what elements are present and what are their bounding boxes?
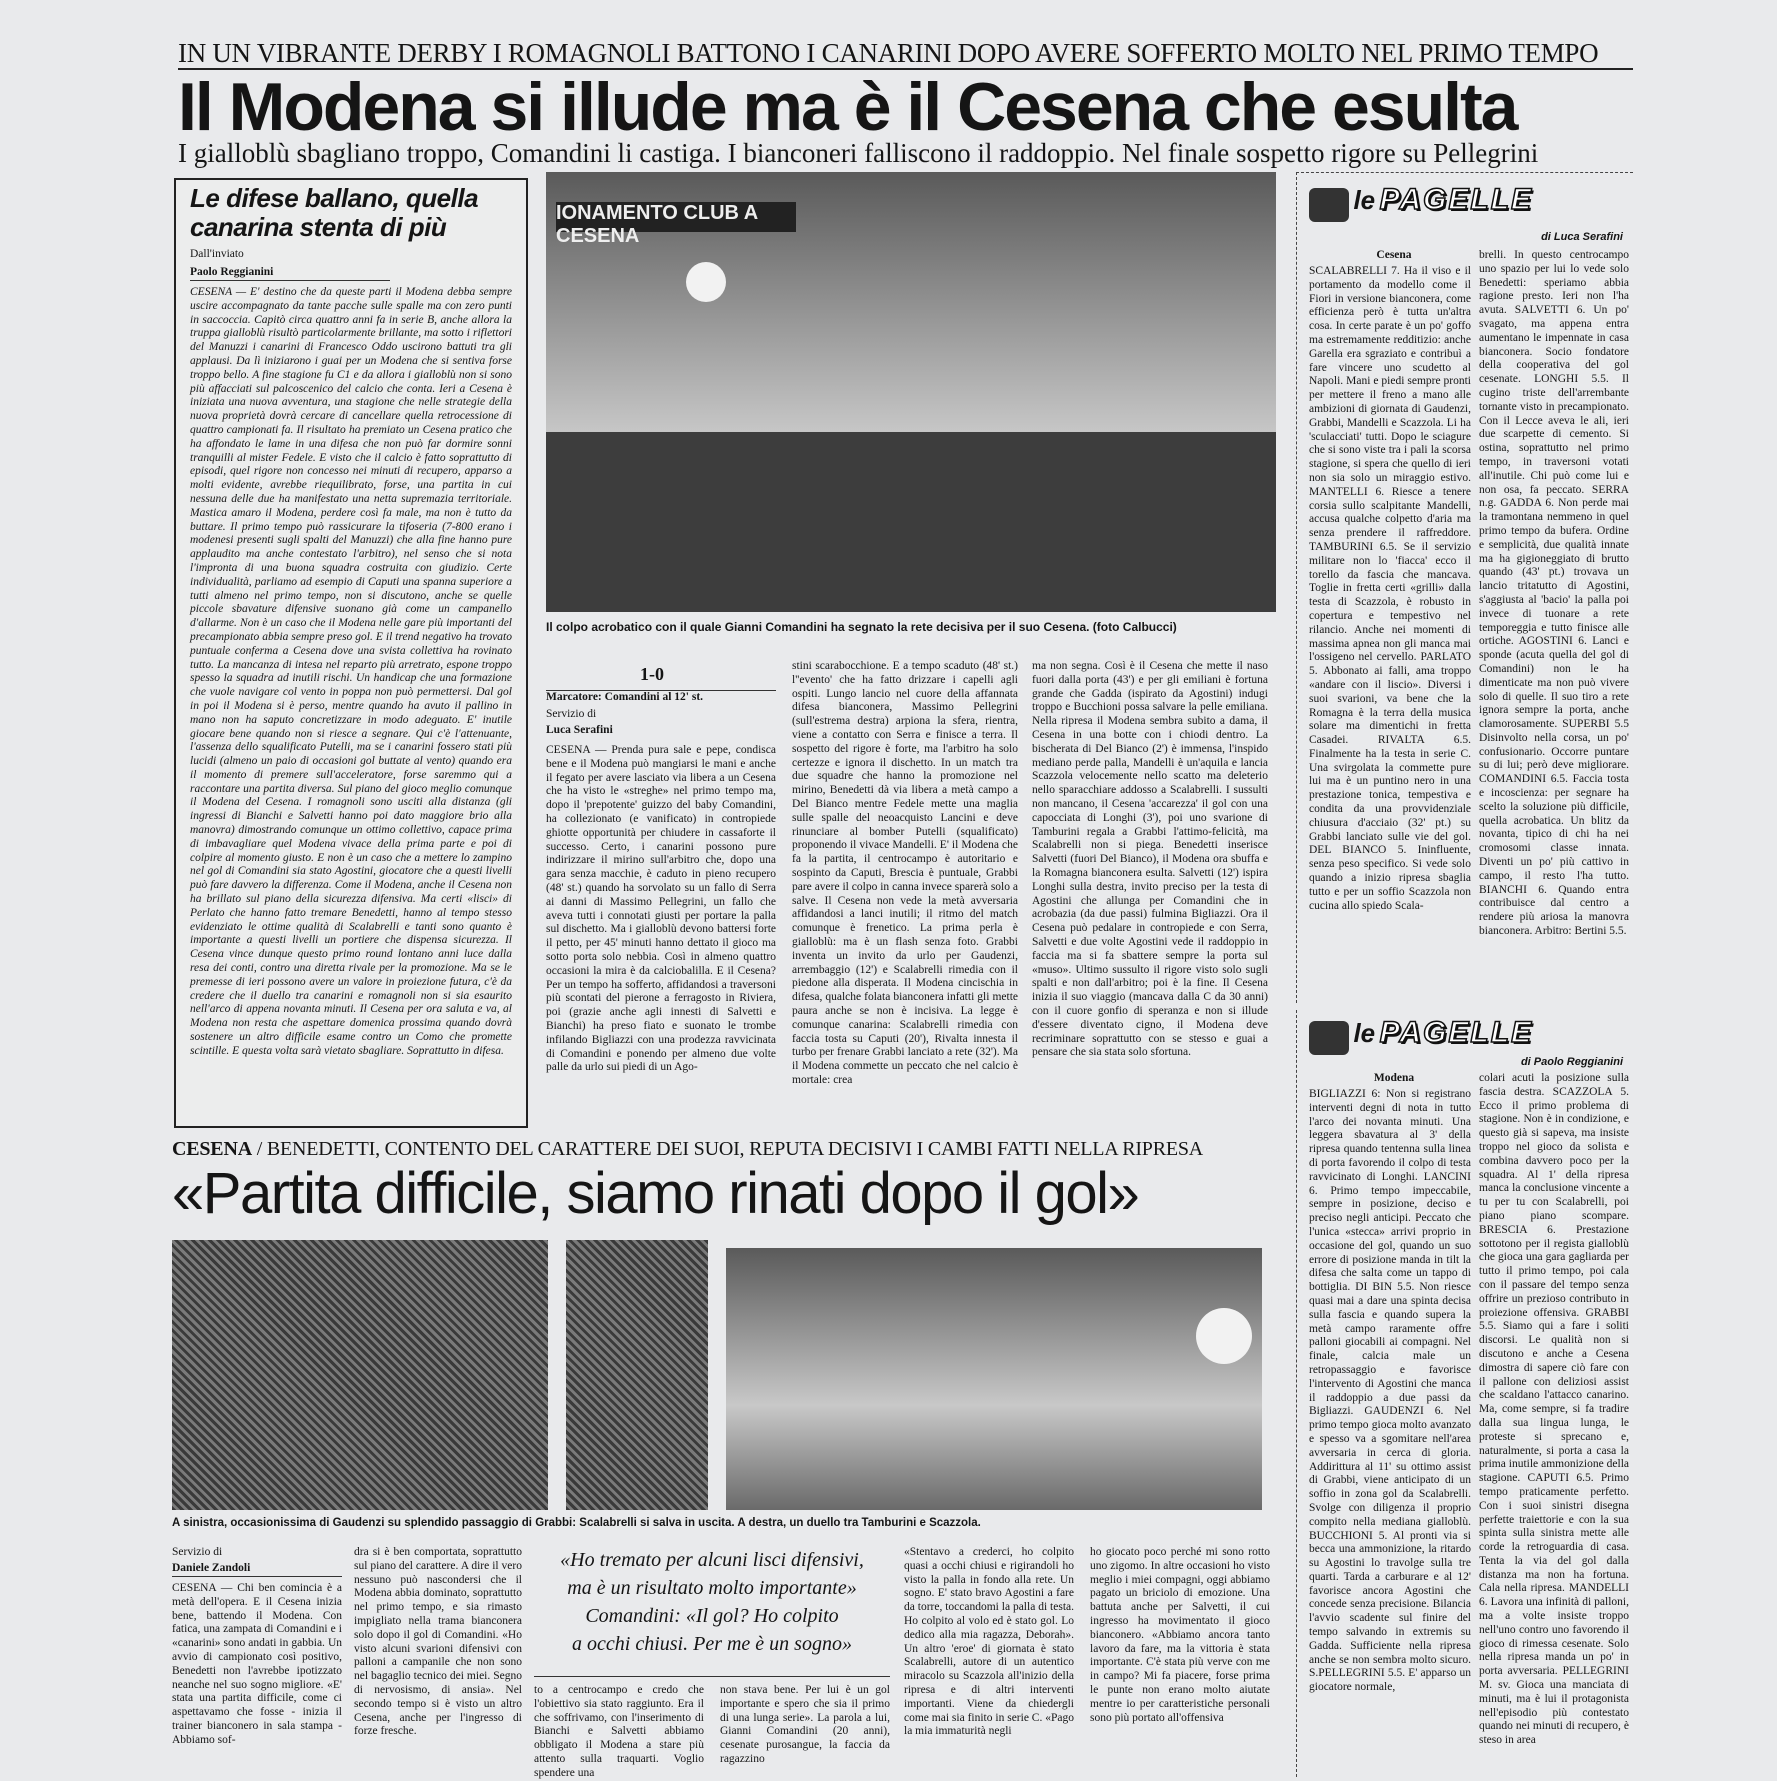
pagelle-le-2: le: [1353, 1018, 1376, 1048]
interview-col-4: «Stentavo a crederci, ho colpito quasi a occhi chiusi e rigirandoli ho visto la palla in fondo alla rete. Un sogno. E' stato bravo Agostini a fare da torre, toccandomi la palla di testa. Ho colpito al volo ed è stato gol. Lo dedico alla mia ragazza, Deborah». Un altro 'eroe' di giornata è stato Scalabrelli, autore di un autentico miracolo su Scazzola all'inizio della ripresa e di altri interventi importanti. Viene da chiedergli come mai sia finito in serie C. «Pago la mia immaturità negli: [904, 1546, 1074, 1738]
sidebar-box: [174, 178, 528, 1128]
interview-author: Daniele Zandoli: [172, 1562, 342, 1577]
match-author: Luca Serafini: [546, 724, 613, 736]
interview-col-3a: to a centrocampo e credo che l'obiettivo sia stato raggiunto. Era il che soffrivamo, con l'inserimento di Bianchi e Salvetti abbiamo obbligato il Modena a stare più attento sulla traquarti. Voglio spendere una: [534, 1684, 704, 1779]
pagelle-team-2: Modena: [1373, 1072, 1415, 1084]
interview-photo-right: [726, 1248, 1262, 1510]
interview-kicker-team: CESENA: [172, 1138, 252, 1160]
pagelle-col-2a: BIGLIAZZI 6: Non si registrano interventi degni di nota in tutto l'arco dei novanta minuti. Una leggera sbavatura al 3' della ripresa quando tentenna sulla linea di porta favorendo il colpo di testa ravvicinato di Longhi. LANCINI 6. Primo tempo impeccabile, sempre in posizione, deciso e preciso negli anticipi. Peccato che l'unica «stecca» arrivi proprio in occasione del gol, quando un suo errore di posizione manda in tilt la difesa che salta come un tappo di bottiglia. DI BIN 5.5. Non riesce quasi mai a dare una spinta decisa sulla fascia e quando supera la metà campo raramente offre palloni giocabili ai compagni. Nel finale, calcia male un retropassaggio e favorisce l'intervento di Agostini che manca il raddoppio a due passi da Bigliazzi. GAUDENZI 6. Nel primo tempo gioca molto avanzato e spesso va a sgomitare nell'area avversaria in cerca di gloria. Addirittura al 11' su ottimo assist di Grabbi, viene anticipato di un soffio in zona gol da Scalabrelli. Svolge con diligenza il proprio compito nella mediana gialloblù. BUCCHIONI 5. Al pronti via si becca una ammonizione, la ritardo su Agostini lo travolge sulla tre quarti. Tarda a carburare e al 12' favorisce ancora Agostini che concede senza precisione. Bilancia l'avvio scadente sul finire del tempo salvando in extremis su Gadda. Sufficiente nella ripresa anche se non sembra molto sicuro. S.PELLEGRINI 5.5. E' apparso un giocatore normale,: [1309, 1088, 1471, 1694]
interview-col-5: ho giocato poco perché mi sono rotto uno zigomo. In altre occasioni ho visto meglio i miei compagni, oggi abbiamo pagato un briciolo di emozione. Una battuta anche per Salvetti, il cui ingresso ha movimentato il gioco bianconero. «Abbiamo ancora tanto lavoro da fare, ma la vittoria è stata importante. C'è stata più verve con me in campo? Mi fa piacere, forse prima le punte non erano molto aiutate mentre io per caratteristiche personali sono più portato all'offensiva: [1090, 1546, 1270, 1724]
ball-graphic-2: [1196, 1308, 1252, 1364]
pagelle-team-1: Cesena: [1376, 249, 1412, 261]
sidebar-author: Paolo Reggianini: [190, 266, 390, 281]
sidebar-body: CESENA — E' destino che da queste parti il Modena debba sempre uscire accompagnato da tante pacche sulle spalle ma con zero punti in saccoccia. Capitò circa quattro anni fa in serie B, anche allora la truppa gialloblù risultò particolarmente brillante, ma sotto i riflettori del Manuzzi i canarini di Francesco Oddo uscirono battuti tra gli applausi. Da lì iniziarono i guai per un Modena che si sentiva forse troppo bello. A fine stagione fu C1 e da allora i gialloblù non si sono più affacciati sul palcoscenico del calcio che conta. Ieri a Cesena è iniziata una nuova avventura, una stagione che nelle strategie della nuova proprietà dovrà cercare di cancellare quella retrocessione di quattro campionati fa. Il risultato ha premiato un Cesena pratico che ha affondato le lame in una difesa che non può far dormire sonni tranquilli al mister Fedele. E visto che il calcio è fatto soprattutto di episodi, quel rigore non concesso nei minuti di recupero, apparso a molti evidente, avrebbe riequilibrato, forse, una partita in cui nessuna delle due ha manifestato una netta supremazia territoriale. Mastica amaro il Modena, perdere così fa male, ma non è tutto da buttare. Il primo tempo può rassicurare la tifoseria (7-800 erano i modenesi presenti sugli spalti del Manuzzi) che alla fine hanno pure applaudito ma anche contestato l'arbitro), nel senso che si nota l'impronta di una buona squadra costruita con giudizio. Certe individualità, parliamo ad esempio di Caputi una spanna superiore a tutti almeno nel primo tempo, non si discutono, anche se quelle piccole sbavature difensive suonano già come un campanello d'allarme. Non è un caso che il Modena nelle gare più importanti del precampionato abbia sempre preso gol. E il trend negativo ha trovato puntuale conferma a Cesena dove una svista collettiva ha rovinato tutto. La mancanza di intesa nel reparto più arretrato, espone troppo spesso la squadra ad inutili rischi. Un handicap che una formazione che vuole navigare col vento in poppa non può permettersi. Dal gol in poi il Modena si è perso, mentre quando ha avuto il pallino in mano non ha saputo concretizzare in modo adeguato. E' inutile giocare bene quando non si riesce a segnare. Qui c'è l'attenuante, l'assenza dello squalificato Putelli, ma se i canarini fossero stati più lucidi (almeno un paio di occasioni gol buttate al vento) quando era il momento di premere sull'acceleratore, forse saremmo qui a raccontare una partita diversa. Sul piano del gioco meglio comunque il Modena del Cesena. I romagnoli sono usciti alla distanza (gli ingressi di Bianchi e Salvetti hanno poi dato maggiore brio alla manovra) dimostrando comunque un ottimo collettivo, capace prima di imbavagliare quel Modena vivace della prima parte e poi di colpire al momento giusto. E non è un caso che a mettere lo zampino nel gol di Comandini sia stato Agostini, giocatore che a questi livelli può fare davvero la differenza. Come il Modena, anche il Cesena non ha brillato sul piano della sicurezza difensiva. Ma certi «lisci» di Perlato che hanno fatto tremare Benedetti, hanno al tempo stesso evidenziato le ottime qualità di Scalabrelli e tanti sono quanto è importante a questi livelli un portiere che dispensa sicurezza. Il Cesena vince dunque questo primo round lontano anni luce dalla resa dei conti, contro una diretta rivale per la promozione. Ma se le premesse di ieri possono avere un valore in proiezione futura, c'è da credere che il duello tra canarini e romagnoli non si sia esaurito nell'arco di appena novanta minuti. Il Cesena per ora saluta e va, al Modena non resta che aspettare domenica prossima quando dovrà sostenere un altro difficile esame contro un Como che promette scintille. E questa volta sarà vietato sbagliare. Soprattutto in difesa.: [190, 286, 512, 1057]
interview-col-3b: non stava bene. Per lui è un gol importante e spero che sia il primo di una lunga serie». La parola a lui, Gianni Comandini (20 anni), cesenate purosangue, la faccia da ragazzino: [720, 1684, 890, 1765]
match-col-3: ma non segna. Così è il Cesena che mette il naso fuori dalla porta (43') e per gli emiliani è fortuna grande che Gadda (ispirato da Agostini) indugi troppo e Bucchioni possa salvare la pelle emiliana. Nella ripresa il Modena sembra subito a dama, il Cesena in una botte con i chiodi dentro. La bischerata di Del Bianco (2') è immensa, l'inspido mediano perde palla, Mandelli è un'aquila e lancia Scazzola velocemente nello scatto ma deleterio nello sparacchiare addosso a Scalabrelli. I sussulti non mancano, il Cesena 'accarezza' il gol con una capocciata di Longhi (3'), poi uno svarione di Tamburini regala a Grabbi l'attimo-felicità, ma Scalabrelli non si piega. Benedetti inserisce Salvetti (fuori Del Bianco), il Modena ora sbuffa e la Romagna bianconera esulta. Salvetti (12') ispira Longhi sulla destra, invito preciso per la testa di Agostini che allunga per Comandini che in acrobazia (da due passi) fulmina Bigliazzi. Ora il Cesena può pedalare in contropiede e con Serra, Salvetti e due volte Agostini vede il raddoppio in faccia ma si fa sbattere sempre la porta sul «muso». Ultimo sussulto il rigore visto solo sugli spalti e non dall'arbitro; poi è la fine. Il Cesena inizia il suo viaggio (mancava dalla C da 30 anni) con il cuore gonfio di speranza e non si illude d'essere diventato cigno, il Modena deve recriminare soprattutto con se stesso e guai a pensare che sia stata solo sfortuna.: [1032, 660, 1268, 1059]
pagelle-col-2b: colari acuti la posizione sulla fascia destra. SCAZZOLA 5. Ecco il primo problema di stagione. Non è in condizione, e questo già si sapeva, ma insiste troppo nel gioco da solista e combina davvero poco per la squadra. Al 1' della ripresa manca la conclusione vincente a tu per tu con Scalabrelli, poi piano piano scompare. BRESCIA 6. Prestazione sottotono per il regista gialloblù che gioca una gara gagliarda per tutto il primo tempo, poi cala con il passare del tempo senza offrire un prezioso contributo in proiezione offensiva. GRABBI 5.5. Siamo qui a fare i soliti discorsi. Le qualità non si discutono e anche a Cesena dimostra di sapere ciò fare con il pallone con deliziosi assist che scaldano l'attacco canarino. Ma, come sempre, si fa tradire dalla sua lingua lunga, le proteste si sprecano e, naturalmente, si porta a casa la prima inutile ammonizione della stagione. CAPUTI 6.5. Primo tempo praticamente perfetto. Con i suoi sinistri disegna perfette traiettorie e con la sua spinta sulla sinistra mette alle corde la retroguardia di casa. Tenta la via del gol dalla distanza ma non ha fortuna. Cala nella ripresa. MANDELLI 6. Lavora una infinità di palloni, ma a volte insiste troppo nell'uno contro uno favorendo il gioco di rimessa cesenate. Solo nella ripresa manda un po' in porta avversaria. PELLEGRINI M. sv. Gioca una manciata di minuti, ma è lui il protagonista nell'episodio più contestato quando nei minuti di recupero, è steso in area: [1479, 1072, 1629, 1747]
match-service: Servizio di: [546, 708, 597, 720]
sidebar-dateline: Dall'inviato: [190, 248, 244, 260]
interview-kicker-text: / BENEDETTI, CONTENTO DEL CARATTERE DEI SUOI, REPUTA DECISIVI I CAMBI FATTI NELLA RIPRESA: [251, 1138, 1204, 1160]
stadium-banner: IONAMENTO CLUB A CESENA: [556, 202, 796, 232]
match-score: 1-0: [640, 664, 664, 684]
quote-line-4: a occhi chiusi. Per me è un sogno»: [572, 1633, 852, 1655]
interview-col-2: dra si è ben comportata, soprattutto sul piano del carattere. A dire il vero nessuno può nascondersi che il Modena abbia dominato, soprattutto nel primo tempo, e sia rimasto impigliato nella trama bianconera solo dopo il gol di Comandini. «Ho visto alcuni svarioni difensivi con palloni a campanile che non sono nel bagaglio tecnico dei miei. Segno di nervosismo, di ansia». Nel secondo tempo si è visto un altro Cesena, anche per l'ingresso di forze fresche.: [354, 1546, 522, 1738]
pagelle-le-1: le: [1353, 185, 1376, 215]
cartoon-icon-2: [1309, 1021, 1349, 1055]
interview-headline: «Partita difficile, siamo rinati dopo il gol»: [172, 1161, 1139, 1226]
main-photo: [546, 172, 1276, 612]
ball-graphic: [686, 262, 726, 302]
interview-quote-box: [534, 1546, 890, 1677]
interview-caption: A sinistra, occasionissima di Gaudenzi su splendido passaggio di Grabbi: Scalabrelli si salva in uscita. A destra, un duello tra Tamburini e Scazzola.: [172, 1517, 981, 1529]
quote-line-2: ma è un risultato molto importante»: [567, 1577, 857, 1599]
pagelle-word-2: PAGELLE: [1379, 1016, 1534, 1049]
article-kicker: IN UN VIBRANTE DERBY I ROMAGNOLI BATTONO I CANARINI DOPO AVERE SOFFERTO MOLTO NEL PRIMO TEMPO: [178, 38, 1633, 70]
pagelle-logo-2: [1309, 1016, 1629, 1056]
pagelle-col-1b: brelli. In questo centrocampo uno spazio per lui lo vede solo Benedetti: speriamo abbia ragione presto. Ieri non l'ha avuta. SALVETTI 6. Un po' svagato, ma appena entra aumentano le impennate in casa bianconera. Socio fondatore della cooperativa del gol cesenate. LONGHI 5.5. Il cugino triste dell'arrembante tornante visto in precampionato. Con il Lecce aveva le ali, ieri due scarpette di cemento. Si ostina, soprattutto nel primo tempo, in traversoni votati all'inutile. Chi può come lui e non osa, fa peccato. SERRA n.g. GADDA 6. Non perde mai la tramontana nemmeno in quel primo tempo da bufera. Ordine e semplicità, due qualità innate ma ha gigioneggiato di brutto quando (43' pt.) trovava un lancio tritatutto di Agostini, s'aggiusta al 'bacio' la palla poi invece di tuonare a rete temporeggia e tutto finisce alle ortiche. AGOSTINI 6. Lanci e sponde (acuta quella del gol di Comandini) non le ha dimenticate ma non può vivere solo di quelle. Il suo tiro a rete ignora sempre la porta, anche clamorosamente. SUPERBI 5.5 Disinvolto nella corsa, un po' confusionario. Occorre puntare su di lui; però deve migliorare. COMANDINI 6.5. Faccia tosta e incoscienza: per segnare ha scelto la soluzione più difficile, quella acrobatica. Un blitz da novanta, tipico di chi ha nei cromosomi classe innata. Diventi un po' più cattivo in campo, il resto l'ha tutto. BIANCHI 6. Quando entra contribuisce dal centro a rendere più ariosa la manovra bianconera. Arbitro: Bertini 5.5.: [1479, 249, 1629, 938]
match-scorer: Marcatore: Comandini al 12' st.: [546, 690, 776, 705]
pagelle-byline-2: di Paolo Reggianini: [1520, 1056, 1623, 1068]
interview-photo-left: [172, 1240, 548, 1510]
interview-photo-middle: [566, 1240, 708, 1510]
sidebar-title: Le difese ballano, quella canarina stenta di più: [190, 183, 479, 242]
pagelle-box-1: [1296, 172, 1633, 1003]
interview-col-1: CESENA — Chi ben comincia è a metà dell'opera. E il Cesena inizia bene, battendo il Modena. Con fatica, una zampata di Comandini e i «canarini» sono andati in gabbia. Un avvio di campionato così positivo, Benedetti non l'avrebbe ipotizzato neanche nel suo sogno migliore. «E' stata una partita difficile, come ci aspettavamo che fosse - inizia il trainer bianconero in sala stampa - Abbiamo sof-: [172, 1582, 342, 1746]
cartoon-icon: [1309, 188, 1349, 222]
quote-line-3: Comandini: «Il gol? Ho colpito: [585, 1605, 839, 1627]
pagelle-box-2: [1296, 1010, 1633, 1777]
article-headline: Il Modena si illude ma è il Cesena che esulta: [178, 69, 1517, 145]
pagelle-word-1: PAGELLE: [1379, 183, 1534, 216]
interview-service: Servizio di: [172, 1546, 223, 1558]
pagelle-byline-1: di Luca Serafini: [1541, 231, 1623, 243]
pagelle-col-1a: SCALABRELLI 7. Ha il viso e il portamento da modello come il Fiori in versione bianconera, come efficienza però è tutta un'altra cosa. In certe parate è un po' goffo ma estremamente redditizio: anche Garella era sgraziato e contribuì a fare vincere uno scudetto al Napoli. Mani e piedi sempre pronti per mettere il freno a mano alle ambizioni di giornata di Gaudenzi, Grabbi, Mandelli e Scazzola. Li ha 'sculacciati' tutti. Dopo le sciagure che si sono viste tra i pali la scorsa stagione, si spera che quello di ieri non sia solo un miraggio estivo. MANTELLI 6. Riesce a tenere corsia sullo scalpitante Mandelli, accusa qualche colpetto d'aria ma senza prendere il raffreddore. TAMBURINI 6.5. Se il servizio militare non lo 'fiacca' ecco il torello da fascia che mancava. Toglie in fretta certi «grilli» dalla testa di Scazzola, è robusto in copertura e tempestivo nel rilancio. Anche nei momenti di massima apnea non gli manca mai l'ossigeno nel cervello. PARLATO 5. Abbonato ai falli, ama troppo «andare con il liscio». Diversi i suoi svarioni, va bene che la Romagna è la terra della musica solare ma dimentichi in fretta Casadei. RIVALTA 6.5. Finalmente ha la testa in serie C. Una svirgolata la commette pure lui ma è un puntino nero in una prestazione tonica, tempestiva e condita da una provvidenziale chiusura d'acciaio (32' pt.) su Grabbi lanciato sulle vie del gol. DEL BIANCO 5. Ininfluente, senza peso specifico. Si vede solo quando a inizio ripresa sbaglia tutto e per un soffio Scazzola non cucina allo spiedo Scala-: [1309, 265, 1471, 912]
quote-line-1: «Ho tremato per alcuni lisci difensivi,: [560, 1549, 864, 1571]
pitch-area: [546, 432, 1276, 612]
match-col-1: CESENA — Prenda pura sale e pepe, condisca bene e il Modena può mangiarsi le mani e anche il fegato per avere lasciato via libera a un Cesena che ha visto le «streghe» nel primo tempo ma, dopo il 'prepotente' guizzo del baby Comandini, ha collezionato (e vanificato) in contropiede ghiotte opportunità per chiudere in cassaforte il successo. Certo, i canarini possono pure indirizzare il mirino sull'arbitro che, dopo una gara senza macchie, è caduto in pieno recupero (48' st.) quando ha sorvolato su un fallo di Serra ai danni di Massimo Pellegrini, un fallo che aveva tutti i connotati giusti per portare la palla sul dischetto. Ma i gialloblù devono battersi forte il petto, per 45' minuti hanno dettato il gioco ma sotto porta solo nebbia. Così in almeno quattro occasioni la mira è da calciobalilla. E il Cesena? Per un tempo ha sofferto, affidandosi a traversoni più scontati del pierone a ferragosto in Riviera, poi (grazie anche agli innesti di Salvetti e Bianchi) ha preso fiato e suonato le trombe infilando Bigliazzi con una prodezza ravvicinata di Comandini e ponendo per almeno due volte palle da urlo sui piedi di un Ago-: [546, 744, 776, 1074]
match-col-2: stini scarabocchione. E a tempo scaduto (48' st.) l''evento' che ha fatto drizzare i capelli agli ospiti. Lungo lancio nel cuore della affannata difesa bianconera, Massimo Pellegrini (sull'estrema destra) arpiona la sfera, rientra, viene a contatto con Serra e finisce a terra. Il sospetto del rigore è forte, ma l'arbitro ha solo certezze e ignora il dischetto. In un match tra due squadre che hanno la promozione nel mirino, Benedetti dà via libera a metà campo a Del Bianco mentre Fedele mette una maglia sulle spalle del neoacquisto Lancini e deve rinunciare al bomber Putelli (squalificato) proponendo il vivace Mandelli. E' il Modena che fa la partita, il centrocampo è autoritario e sospinto da Caputi, Brescia è puntuale, Grabbi pare avere il colpo in canna invece sparerà solo a salve. Il Cesena non vede la metà avversaria affidandosi a lanci inutili; il ritmo del match comunque è frenetico. La prima perla è gialloblù: ma è un flash senza foto. Grabbi inventa un invito da urlo per Gaudenzi, arrembaggio (12') e Scalabrelli rimedia con il piedone alla disperata. Il Modena cincischia in difesa, qualche folata bianconera infatti gli mette paura anche se non è incisiva. La legge è comunque canarina: Scalabrelli rimedia con faccia tosta su Caputi (20'), Rivalta innesta il turbo per frenare Grabbi lanciato a rete (32'). Ma il Modena commette un peccato che nel calcio è mortale: crea: [792, 660, 1018, 1086]
pagelle-logo-1: [1309, 183, 1629, 223]
article-subhead: I gialloblù sbagliano troppo, Comandini li castiga. I bianconeri falliscono il raddoppio. Nel finale sospetto rigore su Pellegrini: [178, 138, 1539, 168]
main-photo-caption: Il colpo acrobatico con il quale Gianni Comandini ha segnato la rete decisiva per il suo Cesena. (foto Calbucci): [546, 620, 1177, 634]
